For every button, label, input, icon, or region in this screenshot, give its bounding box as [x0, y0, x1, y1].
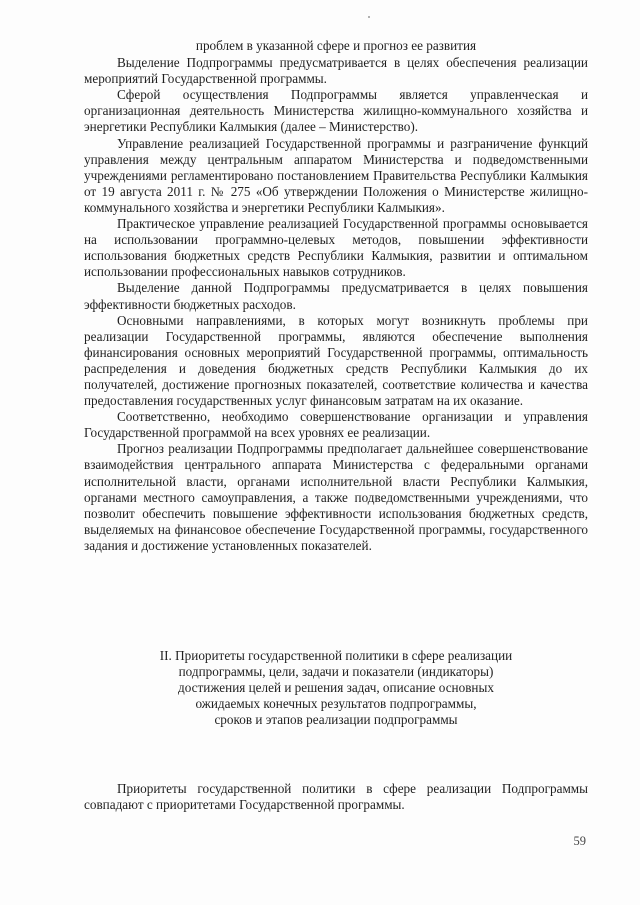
page-number: 59 — [573, 834, 586, 848]
paragraph: Выделение Подпрограммы предусматривается в целях обеспечения реализации мероприятий Государственной программы. — [84, 55, 588, 87]
scan-artifact — [368, 16, 370, 18]
section-heading — [84, 648, 588, 728]
body-text — [84, 38, 588, 554]
paragraph: Управление реализацией Государственной программы и разграничение функций управления между центральным аппаратом Министерства и подведомственными учреждениями регламентировано постановлением Правительства Республики Калмыкия от 19 августа 2011 г. № 275 «Об утверждении Положения о Министерстве жилищно-коммунального хозяйства и энергетики Республики Калмыкия». — [84, 135, 588, 215]
heading-continuation: проблем в указанной сфере и прогноз ее развития — [195, 38, 477, 53]
paragraph: Практическое управление реализацией Государственной программы основывается на использовании программно-целевых методов, повышении эффективности использования бюджетных средств Республики Калмыкия, развитии и оптимальном использовании профессиональных навыков сотрудников. — [84, 216, 588, 280]
paragraph: Сферой осуществления Подпрограммы является управленческая и организационная деятельность Министерства жилищно-коммунального хозяйства и энергетики Республики Калмыкия (далее – Министерство). — [84, 87, 588, 135]
section-heading-line: ожидаемых конечных результатов подпрограммы, — [195, 695, 477, 711]
section-heading-line: подпрограммы, цели, задачи и показатели (индикаторы) — [178, 663, 494, 679]
section-heading-line: достижения целей и решения задач, описание основных — [178, 679, 494, 695]
section-heading-line: сроков и этапов реализации подпрограммы — [214, 711, 458, 727]
paragraph: Основными направлениями, в которых могут возникнуть проблемы при реализации Государственной программы, являются обеспечение выполнения финансирования основных мероприятий Государственной программы, оптимальность распределения и доведения бюджетных средств Республики Калмыкия до их получателей, достижение прогнозных показателей, соответствие количества и качества предоставления государственных услуг финансовым затратам на их оказание. — [84, 312, 588, 409]
final-paragraph: Приоритеты государственной политики в сфере реализации Подпрограммы совпадают с приоритетами Государственной программы. — [84, 781, 588, 813]
section-heading-line: II. Приоритеты государственной политики в сфере реализации — [159, 648, 513, 663]
paragraph: Выделение данной Подпрограммы предусматривается в целях повышения эффективности бюджетных расходов. — [84, 280, 588, 312]
paragraph: Соответственно, необходимо совершенствование организации и управления Государственной программой на всех уровнях ее реализации. — [84, 409, 588, 441]
paragraph: Прогноз реализации Подпрограммы предполагает дальнейшее совершенствование взаимодействия центрального аппарата Министерства с федеральными органами исполнительной власти, органами исполнительной власти Республики Калмыкия, органами местного самоуправления, а также подведомственными учреждениями, что позволит обеспечить повышение эффективности использования бюджетных средств, выделяемых на финансовое обеспечение Государственной программы, государственного задания и достижение установленных показателей. — [84, 441, 588, 553]
